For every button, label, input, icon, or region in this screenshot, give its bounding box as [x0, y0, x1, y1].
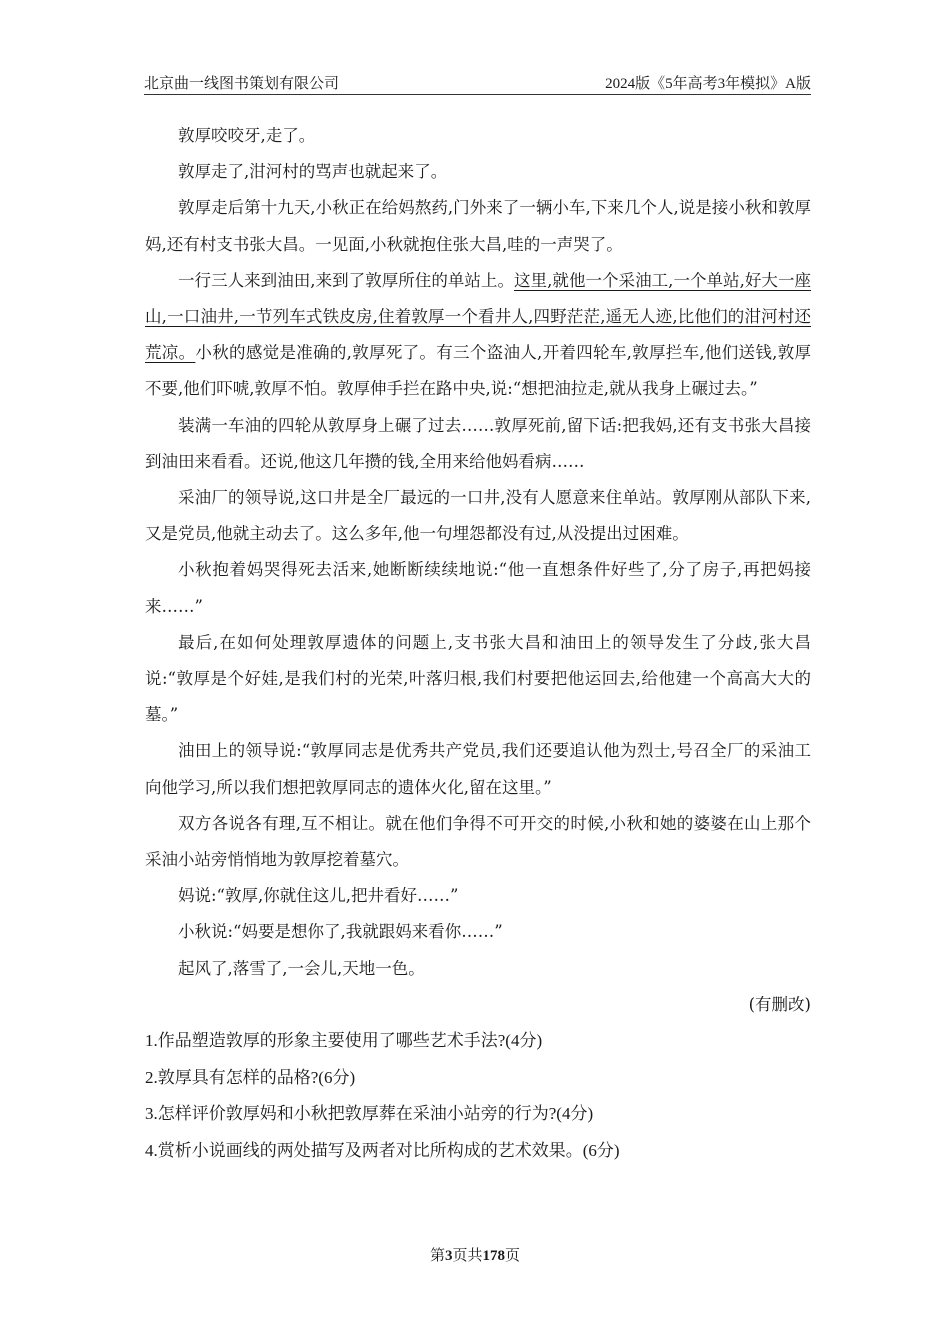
question-item: 2.敦厚具有怎样的品格?(6分)	[145, 1067, 356, 1087]
paragraph: 双方各说各有理,互不相让。就在他们争得不可开交的时候,小秋和她的婆婆在山上那个采油小站旁悄悄地为敦厚挖着墓穴。	[145, 813, 811, 870]
header-book-title: 2024版《5年高考3年模拟》A版	[605, 76, 811, 92]
page-header	[144, 72, 811, 95]
question-list	[145, 1023, 811, 1169]
paragraph: 装满一车油的四轮从敦厚身上碾了过去……敦厚死前,留下话:把我妈,还有支书张大昌接到油田来看看。还说,他这几年攒的钱,全用来给他妈看病……	[145, 415, 811, 471]
paragraph: 采油厂的领导说,这口井是全厂最远的一口井,没有人愿意来住单站。敦厚刚从部队下来,又是党员,他就主动去了。这么多年,他一句埋怨都没有过,从没提出过困难。	[145, 488, 811, 544]
paragraph: 油田上的领导说:“敦厚同志是优秀共产党员,我们还要追认他为烈士,号召全厂的采油工向他学习,所以我们想把敦厚同志的遗体火化,留在这里。”	[145, 741, 811, 797]
source-note: (有删改)	[748, 994, 811, 1014]
paragraph: 起风了,落雪了,一会儿,天地一色。	[178, 958, 425, 978]
paragraph: 小秋说:“妈要是想你了,我就跟妈来看你……”	[178, 922, 503, 942]
page-total: 178	[482, 1248, 505, 1264]
footer-suffix: 页	[505, 1248, 521, 1264]
article-body	[145, 118, 811, 1169]
paragraph-text: 小秋的感觉是准确的,敦厚死了。有三个盗油人,开着四轮车,敦厚拦车,他们送钱,敦厚不要,他们吓唬,敦厚不怕。敦厚伸手拦在路中央,说:“想把油拉走,就从我身上碾过去。”	[145, 343, 812, 399]
paragraph-text: 一行三人来到油田,来到了敦厚所住的单站上。	[178, 270, 515, 290]
footer-prefix: 第	[429, 1248, 445, 1264]
paragraph: 小秋抱着妈哭得死去活来,她断断续续地说:“他一直想条件好些了,分了房子,再把妈接来……”	[145, 560, 811, 616]
question-item: 4.赏析小说画线的两处描写及两者对比所构成的艺术效果。(6分)	[145, 1140, 620, 1160]
page-number: 3	[444, 1248, 453, 1264]
paragraph: 最后,在如何处理敦厚遗体的问题上,支书张大昌和油田上的领导发生了分歧,张大昌说:“敦厚是个好娃,是我们村的光荣,叶落归根,我们村要把他运回去,给他建一个高高大大的墓。”	[145, 632, 811, 725]
paragraph: 敦厚走后第十九天,小秋正在给妈熬药,门外来了一辆小车,下来几个人,说是接小秋和敦厚妈,还有村支书张大昌。一见面,小秋就抱住张大昌,哇的一声哭了。	[145, 198, 811, 254]
question-item: 3.怎样评价敦厚妈和小秋把敦厚葬在采油小站旁的行为?(4分)	[145, 1104, 594, 1124]
paragraph: 妈说:“敦厚,你就住这儿,把井看好……”	[178, 886, 459, 906]
underlined-description: 这里,就他一个采油工,一个单站,好大一座山,一口油井,一节列车式铁皮房,住着敦厚一个看井人,四野茫茫,遥无人迹,比他们的泔河村还荒凉。	[145, 270, 811, 363]
page-footer	[0, 1244, 950, 1265]
header-publisher: 北京曲一线图书策划有限公司	[144, 76, 340, 92]
question-item: 1.作品塑造敦厚的形象主要使用了哪些艺术手法?(4分)	[145, 1031, 543, 1051]
paragraph: 敦厚咬咬牙,走了。	[178, 126, 316, 145]
paragraph-with-underline	[145, 263, 811, 408]
footer-middle: 页共	[452, 1248, 483, 1264]
paragraph: 敦厚走了,泔河村的骂声也就起来了。	[178, 162, 448, 182]
